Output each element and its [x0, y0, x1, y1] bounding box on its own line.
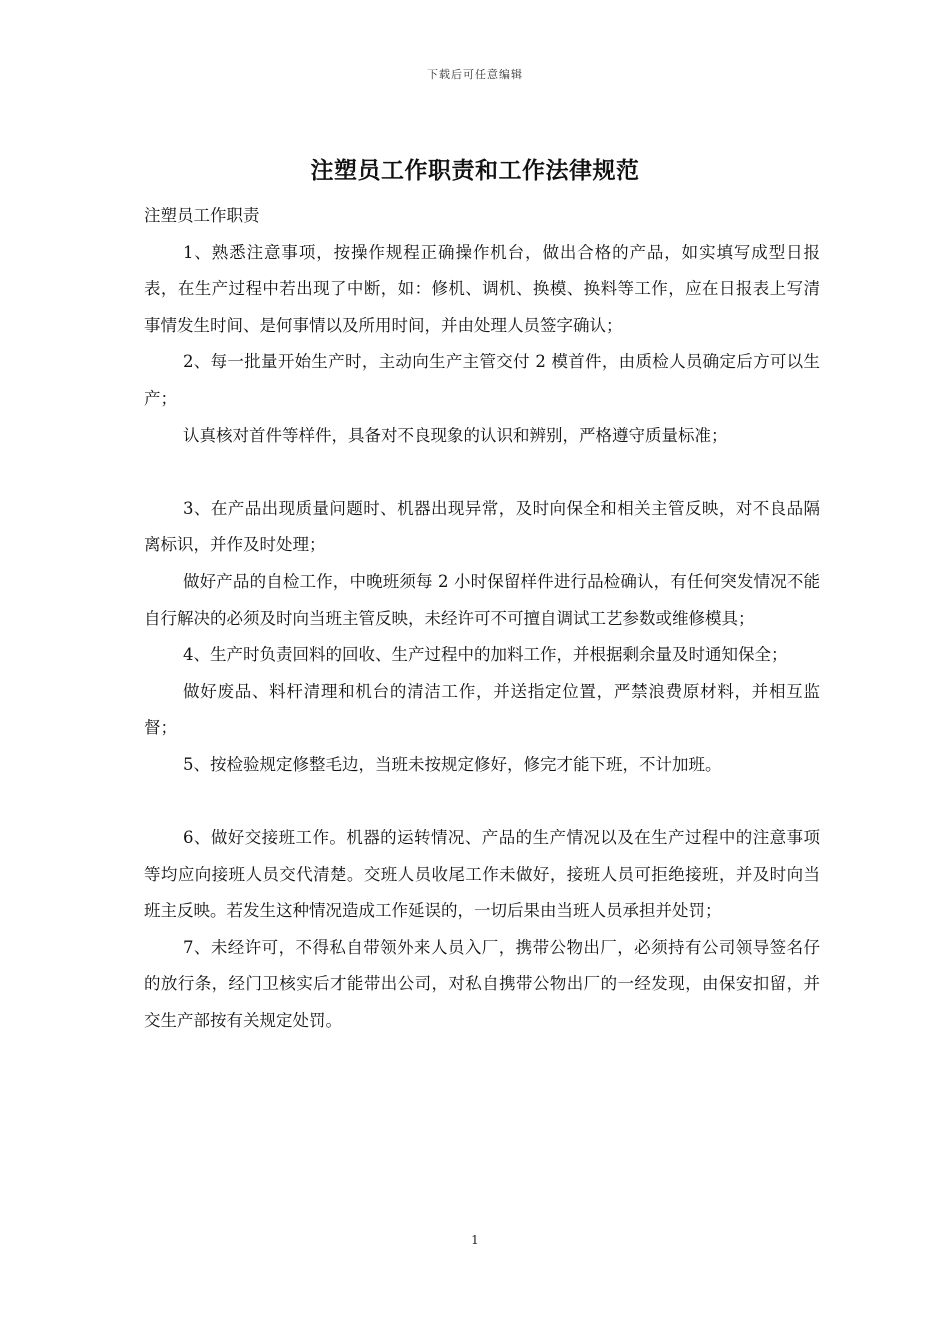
section-heading: 注塑员工作职责	[144, 206, 260, 225]
paragraph-duty-6: 6、做好交接班工作。机器的运转情况、产品的生产情况以及在生产过程中的注意事项等均应向接班人员交代清楚。交班人员收尾工作未做好，接班人员可拒绝接班，并及时向当班主反映。若发生这种情况造成工作延误的，一切后果由当班人员承担并处罚；	[144, 828, 820, 921]
paragraph-duty-2: 2、每一批量开始生产时，主动向生产主管交付 2 模首件，由质检人员确定后方可以生产；	[144, 352, 820, 408]
header-note: 下载后可任意编辑	[427, 68, 523, 81]
paragraph-spacer	[144, 784, 820, 821]
paragraph-duty-3-detail: 做好产品的自检工作，中晚班须每 2 小时保留样件进行品检确认，有任何突发情况不能自行解决的必须及时向当班主管反映，未经许可不可擅自调试工艺参数或维修模具；	[144, 571, 820, 628]
paragraph-duty-4-detail: 做好废品、料杆清理和机台的清洁工作，并送指定位置，严禁浪费原材料，并相互监督；	[144, 681, 820, 738]
paragraph-duty-1: 1、熟悉注意事项，按操作规程正确操作机台，做出合格的产品，如实填写成型日报表，在生产过程中若出现了中断，如：修机、调机、换模、换料等工作，应在日报表上写清事情发生时间、是何事情以及所用时间，并由处理人员签字确认；	[144, 242, 820, 335]
paragraph-duty-2-detail: 认真核对首件等样件，具备对不良现象的认识和辨别，严格遵守质量标准；	[183, 425, 728, 445]
document-title: 注塑员工作职责和工作法律规范	[310, 157, 640, 184]
paragraph-duty-3: 3、在产品出现质量问题时、机器出现异常，及时向保全和相关主管反映，对不良品隔离标识，并作及时处理；	[144, 498, 820, 555]
paragraph-duty-4: 4、生产时负责回料的回收、生产过程中的加料工作，并根据剩余量及时通知保全；	[183, 645, 788, 665]
paragraph-duty-7: 7、未经许可，不得私自带领外来人员入厂，携带公物出厂，必须持有公司领导签名仔的放行条，经门卫核实后才能带出公司，对私自携带公物出厂的一经发现，由保安扣留，并交生产部按有关规定处罚。	[144, 937, 820, 1031]
paragraph-duty-5: 5、按检验规定修整毛边，当班未按规定修好，修完才能下班，不计加班。	[183, 754, 722, 774]
document-body	[144, 198, 820, 1040]
paragraph-spacer	[144, 454, 820, 491]
page-number: 1	[471, 1233, 479, 1247]
